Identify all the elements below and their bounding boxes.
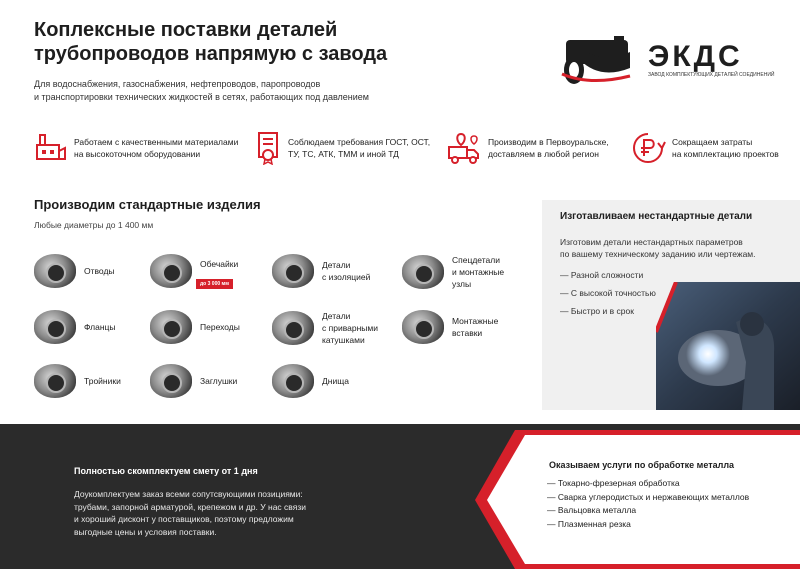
list-item: — Токарно-фрезерная обработка (547, 478, 680, 488)
services-list (547, 477, 749, 531)
product-label: Обечайки (200, 259, 239, 269)
product-label-line-2: вставки (452, 328, 483, 338)
product-label: Заглушки (200, 376, 238, 386)
estimate-line-3: и хороший дисконт у поставщиков, поэтому предложим (74, 514, 294, 524)
custom-parts-description (560, 236, 756, 260)
product-tees (34, 364, 121, 398)
services-title: Оказываем услуги по обработке металла (549, 460, 735, 470)
product-label-line-3: катушками (322, 335, 365, 345)
feature-standards (256, 128, 430, 168)
custom-desc-line-2: по вашему техническому заданию или чертежам. (560, 249, 756, 259)
product-flanges (34, 310, 116, 344)
feature-standards-line-1: Соблюдаем требования ГОСТ, ОСТ, (288, 137, 431, 147)
standard-products-subtitle: Любые диаметры до 1 400 мм (34, 220, 154, 230)
product-thumbnail (150, 364, 192, 398)
feature-materials-line-1: Работаем с качественными материалами (74, 137, 239, 147)
welding-photo (656, 282, 800, 410)
standard-products-title: Производим стандартные изделия (34, 197, 261, 212)
product-label-line-3: узлы (452, 279, 472, 289)
product-caps (150, 364, 237, 398)
product-label-line-2: с приварными (322, 323, 378, 333)
feature-savings-line-2: на комплектацию проектов (672, 149, 779, 159)
title-line-1: Коплексные поставки деталей (34, 19, 338, 41)
product-thumbnail (150, 310, 192, 344)
logo-tagline: ЗАВОД КОМПЛЕКТУЮЩИХ ДЕТАЛЕЙ СОЕДИНЕНИЙ (648, 72, 775, 78)
product-label-line-1: Спецдетали (452, 255, 500, 265)
feature-delivery-line-1: Производим в Первоуральске, (488, 137, 609, 147)
custom-parts-title: Изготавливаем нестандартные детали (560, 211, 753, 222)
custom-parts-list (560, 266, 656, 320)
product-label-line-2: с изоляцией (322, 272, 371, 282)
page-subtitle (34, 78, 369, 104)
diameter-badge: до 3 000 мм (196, 279, 233, 289)
factory-icon (34, 131, 68, 165)
product-thumbnail (402, 310, 444, 344)
product-thumbnail (34, 310, 76, 344)
list-item: — Разной сложности (560, 270, 644, 280)
product-spool (272, 310, 378, 346)
feature-delivery (446, 128, 609, 168)
feature-materials-line-2: на высокоточном оборудовании (74, 149, 201, 159)
subtitle-line-2: и транспортировки технических жидкостей в сетях, работающих под давлением (34, 92, 369, 102)
list-item: — Сварка углеродистых и нержавеющих металлов (547, 491, 750, 502)
ruble-savings-icon (630, 131, 666, 165)
custom-desc-line-1: Изготовим детали нестандартных параметров (560, 237, 743, 247)
certificate-icon (256, 131, 282, 165)
product-label: Тройники (84, 376, 121, 386)
feature-savings (630, 128, 779, 168)
list-item: — Плазменная резка (547, 518, 631, 529)
product-label: Отводы (84, 266, 115, 276)
feature-savings-line-1: Сокращаем затраты (672, 137, 753, 147)
delivery-truck-icon (446, 131, 482, 165)
feature-delivery-line-2: доставляем в любой регион (488, 149, 599, 159)
estimate-line-1: Доукомплектуем заказ всеми сопутсвующими позициями: (74, 489, 303, 499)
product-thumbnail (402, 255, 444, 289)
product-label: Днища (322, 376, 349, 386)
product-reducers (150, 310, 240, 344)
page-title (34, 18, 387, 66)
product-thumbnail (272, 364, 314, 398)
features-row (34, 128, 784, 168)
product-thumbnail (272, 254, 314, 288)
estimate-text (74, 488, 306, 538)
logo-name: ЭКДС (648, 40, 743, 73)
title-line-2: трубопроводов напрямую с завода (34, 43, 388, 65)
product-otvody (34, 254, 115, 288)
estimate-title: Полностью скомплектуем смету от 1 дня (74, 466, 258, 476)
subtitle-line-1: Для водоснабжения, газоснабжения, нефтепроводов, паропроводов (34, 79, 321, 89)
product-label-line-2: и монтажные (452, 267, 505, 277)
product-bottoms (272, 364, 349, 398)
estimate-line-2: трубами, запорной арматурой, крепежом и др. У нас связи (74, 501, 306, 512)
product-inserts (402, 310, 498, 344)
product-thumbnail (34, 254, 76, 288)
list-item: — С высокой точностью (560, 288, 656, 298)
product-label: Фланцы (84, 322, 116, 332)
product-thumbnail (34, 364, 76, 398)
feature-materials (34, 128, 238, 168)
estimate-line-4: выгодные цены и условия поставки. (74, 526, 217, 537)
product-insulated (272, 254, 370, 288)
product-thumbnail (272, 311, 314, 345)
product-thumbnail (150, 254, 192, 288)
list-item: — Вальцовка металла (547, 505, 637, 515)
product-label-line-1: Детали (322, 311, 351, 321)
product-label-line-1: Монтажные (452, 316, 499, 326)
product-label: Переходы (200, 322, 240, 332)
product-label-line-1: Детали (322, 260, 351, 270)
list-item: — Быстро и в срок (560, 306, 634, 316)
feature-standards-line-2: ТУ, ТС, АТК, ТММ и иной ТД (288, 149, 399, 159)
product-special (402, 254, 504, 290)
